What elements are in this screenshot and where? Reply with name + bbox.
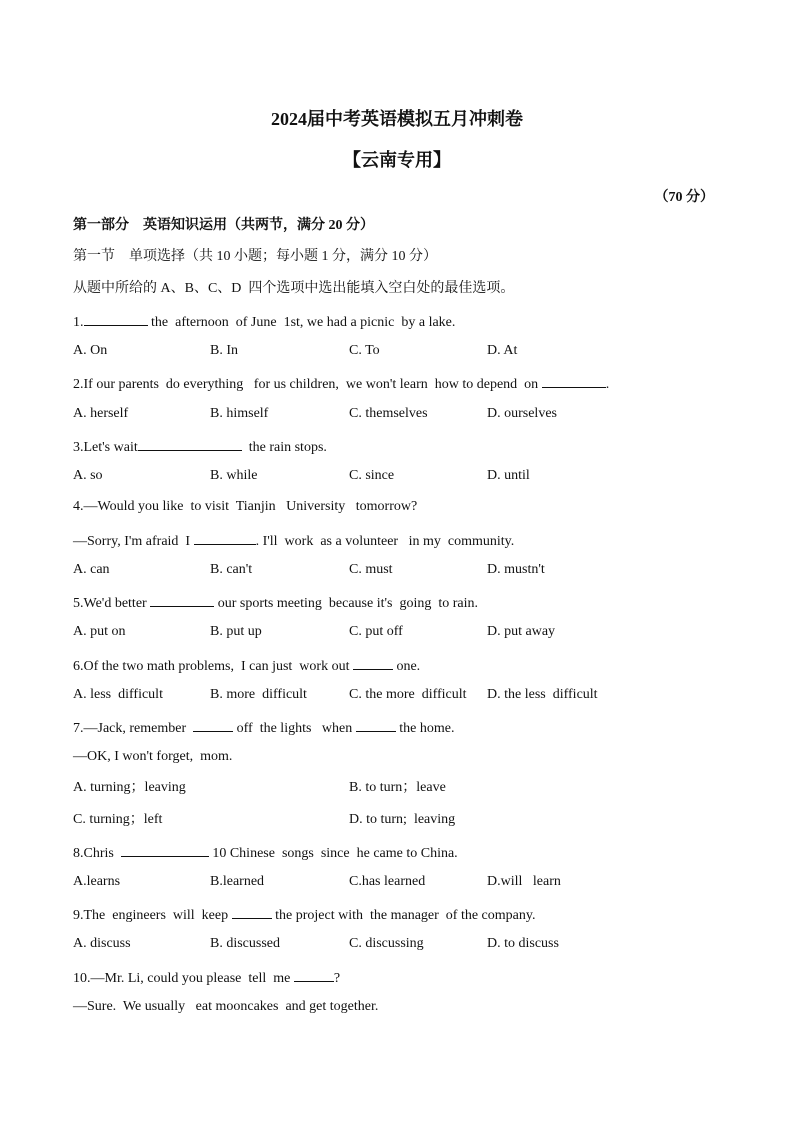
option-a: A.learns	[73, 874, 121, 889]
page-title: 2024届中考英语模拟五月冲刺卷	[271, 109, 523, 129]
question-1: 1. the afternoon of June 1st, we had a picnic by a lake.	[73, 311, 455, 332]
answer-blank	[542, 373, 606, 388]
option-a: A. discuss	[73, 936, 131, 951]
option-b: B. while	[210, 468, 258, 483]
answer-blank	[121, 842, 209, 857]
option-b: B. discussed	[210, 936, 280, 951]
option-c: C.has learned	[349, 874, 426, 889]
option-b: B. to turn；leave	[349, 780, 446, 795]
option-d: D. ourselves	[487, 406, 557, 421]
option-d: D. to turn; leaving	[349, 812, 456, 827]
question-5: 5.We'd better our sports meeting because it's going to rain.	[73, 592, 478, 613]
option-c: C. the more difficult	[349, 687, 467, 702]
option-d: D. At	[487, 343, 518, 358]
option-b: B. himself	[210, 406, 269, 421]
option-d: D.will learn	[487, 874, 561, 889]
option-c: C. discussing	[349, 936, 424, 951]
option-c: C. put off	[349, 624, 403, 639]
option-a: A. can	[73, 562, 110, 577]
question-2: 2.If our parents do everything for us children, we won't learn how to depend on .	[73, 373, 609, 394]
option-a: A. less difficult	[73, 687, 163, 702]
question-7-reply: —OK, I won't forget, mom.	[73, 749, 233, 764]
option-b: B. In	[210, 343, 238, 358]
option-b: B. can't	[210, 562, 253, 577]
option-c: C. themselves	[349, 406, 428, 421]
question-10: 10.—Mr. Li, could you please tell me ?	[73, 967, 340, 988]
question-9: 9.The engineers will keep the project with the manager of the company.	[73, 904, 535, 925]
section-title: 第一节 单项选择（共 10 小题；每小题 1 分，满分 10 分）	[73, 249, 437, 264]
option-a: A. turning；leaving	[73, 780, 186, 795]
option-d: D. mustn't	[487, 562, 545, 577]
option-d: D. to discuss	[487, 936, 559, 951]
question-8: 8.Chris 10 Chinese songs since he came to China.	[73, 842, 458, 863]
option-b: B. more difficult	[210, 687, 307, 702]
option-c: C. must	[349, 562, 393, 577]
question-6: 6.Of the two math problems, I can just work out one.	[73, 655, 420, 676]
answer-blank	[353, 655, 393, 670]
answer-blank	[138, 436, 242, 451]
question-4-reply: —Sorry, I'm afraid I . I'll work as a volunteer in my community.	[73, 530, 514, 551]
score-label: （70 分）	[654, 190, 714, 205]
option-a: A. On	[73, 343, 108, 358]
option-a: A. herself	[73, 406, 129, 421]
instruction: 从题中所给的 A、B、C、D 四个选项中选出能填入空白处的最佳选项。	[73, 281, 515, 296]
option-c: C. turning；left	[73, 812, 163, 827]
option-b: B. put up	[210, 624, 262, 639]
option-d: D. until	[487, 468, 530, 483]
question-10-reply: —Sure. We usually eat mooncakes and get together.	[73, 999, 379, 1014]
question-3: 3.Let's wait the rain stops.	[73, 436, 327, 457]
page-subtitle: 【云南专用】	[343, 150, 451, 170]
option-d: D. the less difficult	[487, 687, 598, 702]
answer-blank	[84, 311, 148, 326]
answer-blank	[193, 717, 233, 732]
question-4: 4.—Would you like to visit Tianjin University tomorrow?	[73, 499, 418, 514]
answer-blank	[232, 904, 272, 919]
option-c: C. To	[349, 343, 380, 358]
answer-blank	[194, 530, 256, 545]
part-title: 第一部分 英语知识运用（共两节，满分 20 分）	[73, 218, 374, 233]
option-d: D. put away	[487, 624, 556, 639]
answer-blank	[294, 967, 334, 982]
question-7: 7.—Jack, remember off the lights when the home.	[73, 717, 454, 738]
option-c: C. since	[349, 468, 395, 483]
option-a: A. so	[73, 468, 103, 483]
answer-blank	[150, 592, 214, 607]
option-a: A. put on	[73, 624, 126, 639]
answer-blank	[356, 717, 396, 732]
option-b: B.learned	[210, 874, 265, 889]
